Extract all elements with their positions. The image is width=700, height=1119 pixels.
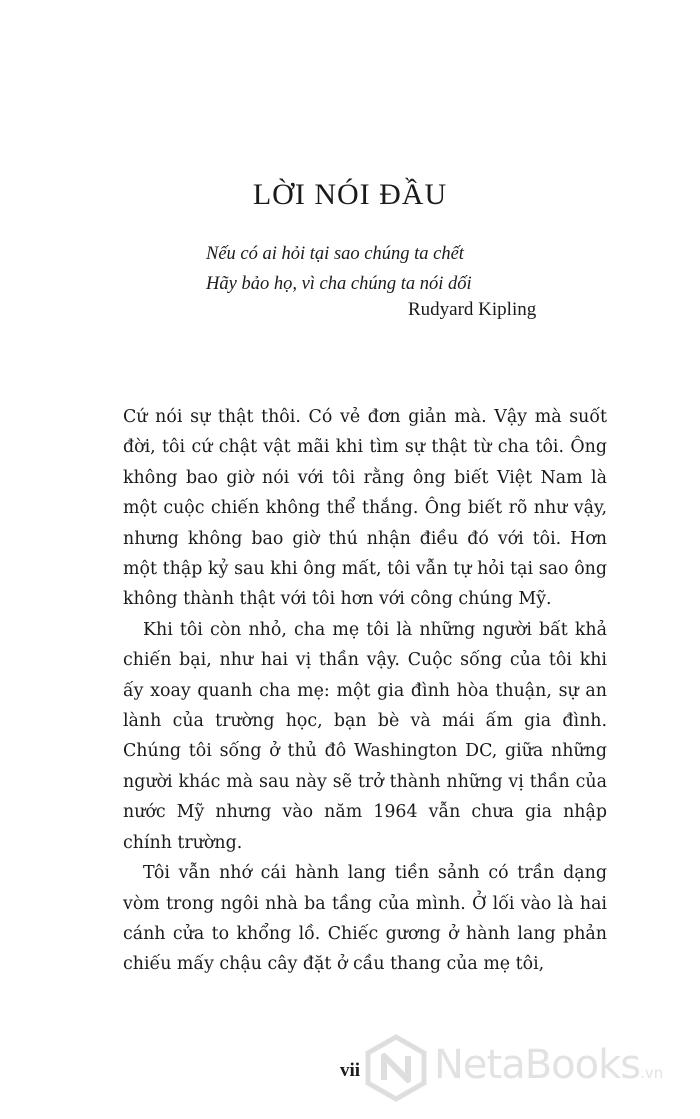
watermark-brand: NetaBooks — [434, 1042, 641, 1088]
body-text — [123, 402, 607, 980]
watermark-suffix: .vn — [640, 1064, 664, 1082]
epigraph-line: Nếu có ai hỏi tại sao chúng ta chết — [206, 244, 464, 264]
page-title: LỜI NÓI ĐẦU — [252, 178, 448, 211]
paragraph: Cứ nói sự thật thôi. Có vẻ đơn giản mà. Vậy mà suốt đời, tôi cứ chật vật mãi khi tìm sự thật từ cha tôi. Ông không bao giờ nói với tôi rằng ông biết Việt Nam là một cuộc chiến không thể thắng. Ông biết rõ như vậy, nhưng không bao giờ thú nhận điều đó với tôi. Hơn một thập kỷ sau khi ông mất, tôi vẫn tự hỏi tại sao ông không thành thật với tôi hơn với công chúng Mỹ. — [123, 407, 607, 610]
epigraph-line: Hãy bảo họ, vì cha chúng ta nói dối — [206, 274, 472, 294]
epigraph-author: Rudyard Kipling — [408, 299, 537, 320]
watermark-text — [434, 1042, 663, 1088]
watermark — [362, 1030, 700, 1110]
paragraph: Khi tôi còn nhỏ, cha mẹ tôi là những người bất khả chiến bại, như hai vị thần vậy. Cuộc sống của tôi khi ấy xoay quanh cha mẹ: một gia đình hòa thuận, sự an lành của trường học, bạn bè và mái ấm gia đình. Chúng tôi sống ở thủ đô Washington DC, giữa những người khác mà sau này sẽ trở thành những vị thần của nước Mỹ nhưng vào năm 1964 vẫn chưa gia nhập chính trường. — [123, 619, 607, 853]
paragraph: Tôi vẫn nhớ cái hành lang tiền sảnh có trần dạng vòm trong ngôi nhà ba tầng của mình. Ở lối vào là hai cánh cửa to khổng lồ. Chiếc gương ở hành lang phản chiếu mấy chậu cây đặt ở cầu thang của mẹ tôi, — [123, 863, 607, 975]
netabooks-logo-icon — [362, 1034, 430, 1102]
page-number: vii — [339, 1060, 361, 1081]
